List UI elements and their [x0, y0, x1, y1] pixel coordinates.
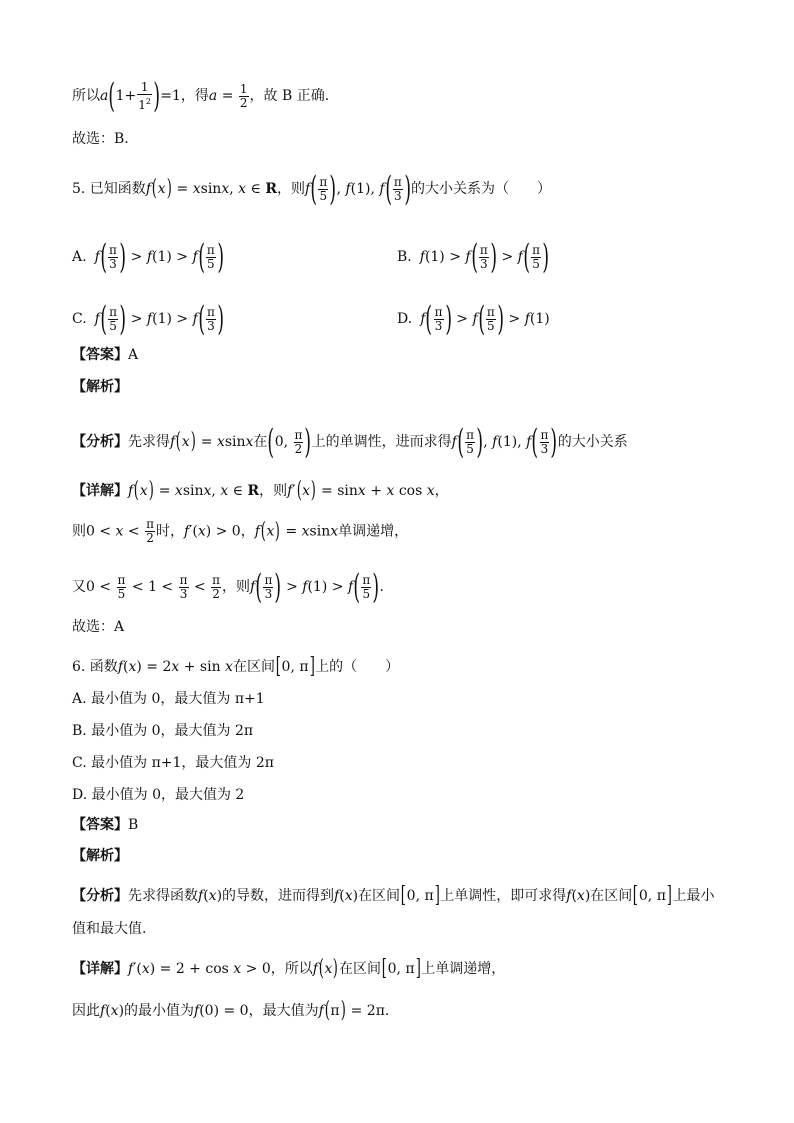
q6-xiangjie: 【详解】f′(x) = 2 + cos x > 0，所以f(x)在区间[0, π]上单调递增， [72, 956, 506, 981]
q5-answer: 【答案】A [72, 347, 139, 363]
q6-option-a: A. 最小值为 0，最大值为 π+1 [72, 691, 265, 707]
q6-option-d: D. 最小值为 0，最大值为 2 [72, 787, 245, 803]
prev-conclusion-line: 所以a(1+ $\frac{1}{1^2}$ )=1，得a = $\frac{1}{2}$ ，故 B 正确. [72, 76, 330, 116]
q5-option-b: B. f(1) > f( $\frac{\pi}{3}$ ) > f( $\frac{\pi}{5}$ ) [397, 237, 549, 277]
q5-jiexi-heading: 【解析】 [72, 379, 128, 395]
q6-fenxi: 【分析】先求得函数f(x)的导数，进而得到f(x)在区间[0, π]上单调性，即可求得f(x)在区间[0, π]上最小 [72, 883, 715, 908]
q5-xiangjie-line3: 又0 < $\frac{\pi}{5}$ < 1 < $\frac{\pi}{3}$ < $\frac{\pi}{2}$ ，则f( $\frac{\pi}{3}$ ) > f(1) > f( $\frac{\pi}{5}$ ). [72, 567, 384, 607]
q6-answer: 【答案】B [72, 817, 139, 833]
q5-xiangjie-line2: 则0 < x < $\frac{\pi}{2}$ 时，f′(x) > 0，f(x) = xsinx单调递增， [72, 517, 409, 545]
q6-xiangjie-line2: 因此f(x)的最小值为f(0) = 0，最大值为f(π) = 2π. [72, 998, 390, 1023]
q6-option-b: B. 最小值为 0，最大值为 2π [72, 723, 254, 739]
q5-option-a: A. f( $\frac{\pi}{3}$ ) > f(1) > f( $\frac{\pi}{5}$ ) [72, 237, 224, 277]
q6-fenxi-line2: 值和最大值. [72, 921, 147, 937]
q5-xiangjie: 【详解】f(x) = xsinx, x ∈ R，则f′(x) = sinx + x cos x， [72, 478, 449, 503]
q6-stem: 6. 函数f(x) = 2x + sin x在区间[0, π]上的（ ） [72, 654, 400, 679]
q5-option-c: C. f( $\frac{\pi}{5}$ ) > f(1) > f( $\frac{\pi}{3}$ ) [72, 299, 224, 339]
prev-choice-line: 故选：B. [72, 131, 129, 147]
q6-option-c: C. 最小值为 π+1，最大值为 2π [72, 755, 274, 771]
q5-option-d: D. f( $\frac{\pi}{3}$ ) > f( $\frac{\pi}{5}$ ) > f(1) [397, 299, 550, 339]
q5-fenxi: 【分析】先求得f(x) = xsinx在(0, $\frac{\pi}{2}$ )上的单调性，进而求得f( $\frac{\pi}{5}$ ), f(1), f( $\frac{\pi}{3}$ )的大小关系 [72, 422, 628, 462]
q5-choice: 故选：A [72, 619, 125, 635]
q5-stem: 5. 已知函数f(x) = xsinx, x ∈ R，则f( $\frac{\pi}{5}$ ), f(1), f( $\frac{\pi}{3}$ )的大小关系为（ ） [72, 169, 551, 209]
q6-jiexi-heading: 【解析】 [72, 848, 128, 864]
